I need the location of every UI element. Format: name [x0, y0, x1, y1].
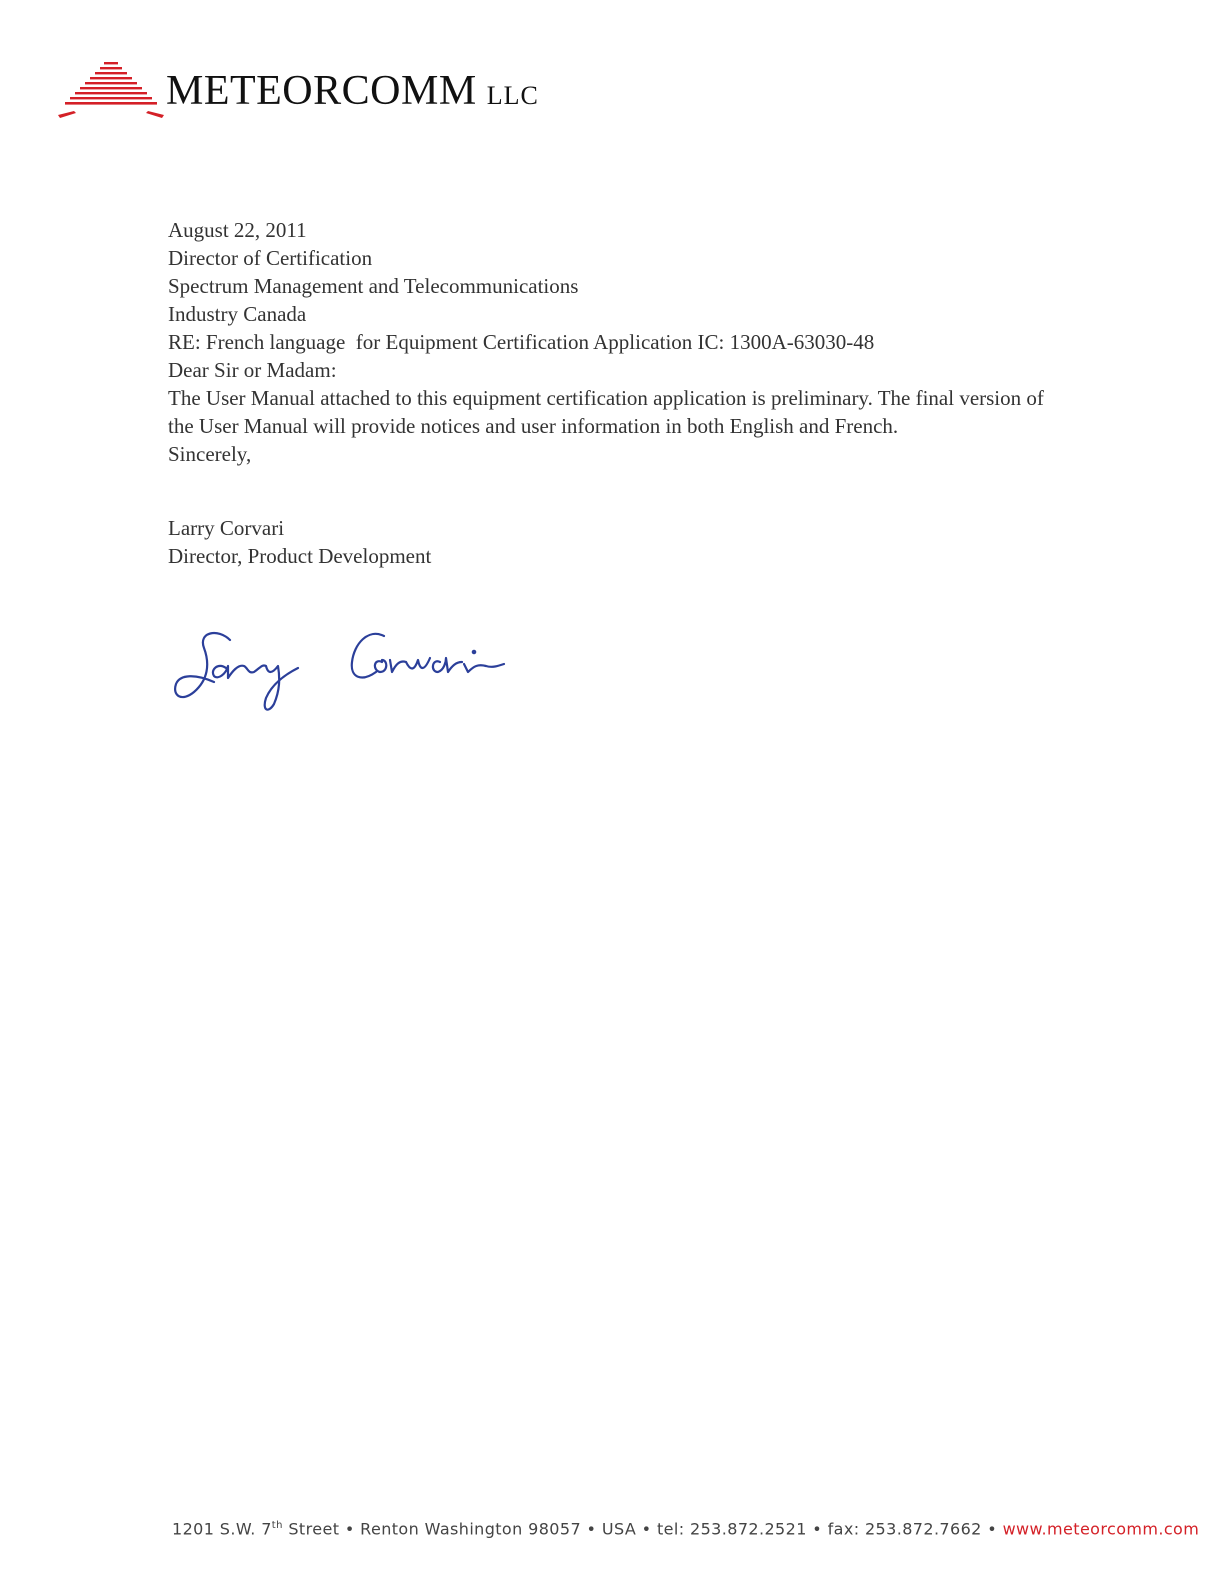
- salutation: Dear Sir or Madam:: [168, 358, 337, 382]
- signature-block: [168, 514, 1068, 570]
- letterhead-logo: [58, 58, 538, 122]
- handwritten-signature-icon: [168, 618, 538, 718]
- recipient-line: Spectrum Management and Telecommunications: [168, 274, 579, 298]
- footer-contact-details: Street • Renton Washington 98057 • USA • tel: 253.872.2521 • fax: 253.872.7662 •: [282, 1519, 1003, 1539]
- footer-superscript: th: [271, 1520, 283, 1531]
- recipient-line: Industry Canada: [168, 302, 307, 326]
- subject-line: RE: French language for Equipment Certification Application IC: 1300A-63030-48: [168, 330, 875, 354]
- signer-name: Larry Corvari: [168, 516, 285, 540]
- company-suffix: LLC: [486, 81, 539, 110]
- meteorcomm-logo-icon: [58, 62, 164, 120]
- recipient-address: [168, 244, 1068, 328]
- letter-date: August 22, 2011: [168, 218, 307, 242]
- letter-body: [168, 216, 1068, 570]
- company-name: [166, 68, 539, 119]
- signer-title: Director, Product Development: [168, 544, 432, 568]
- recipient-line: Director of Certification: [168, 246, 373, 270]
- footer-website-link[interactable]: www.meteorcomm.com: [1002, 1519, 1200, 1539]
- footer-address: 1201 S.W. 7: [172, 1519, 272, 1539]
- company-name-main: METEORCOMM: [166, 68, 477, 114]
- footer-contact: [172, 1514, 1202, 1541]
- closing: Sincerely,: [168, 442, 252, 466]
- body-paragraph: The User Manual attached to this equipment certification application is preliminary. The final version of the User Manual will provide notices and user information in both English and French.: [168, 386, 1044, 438]
